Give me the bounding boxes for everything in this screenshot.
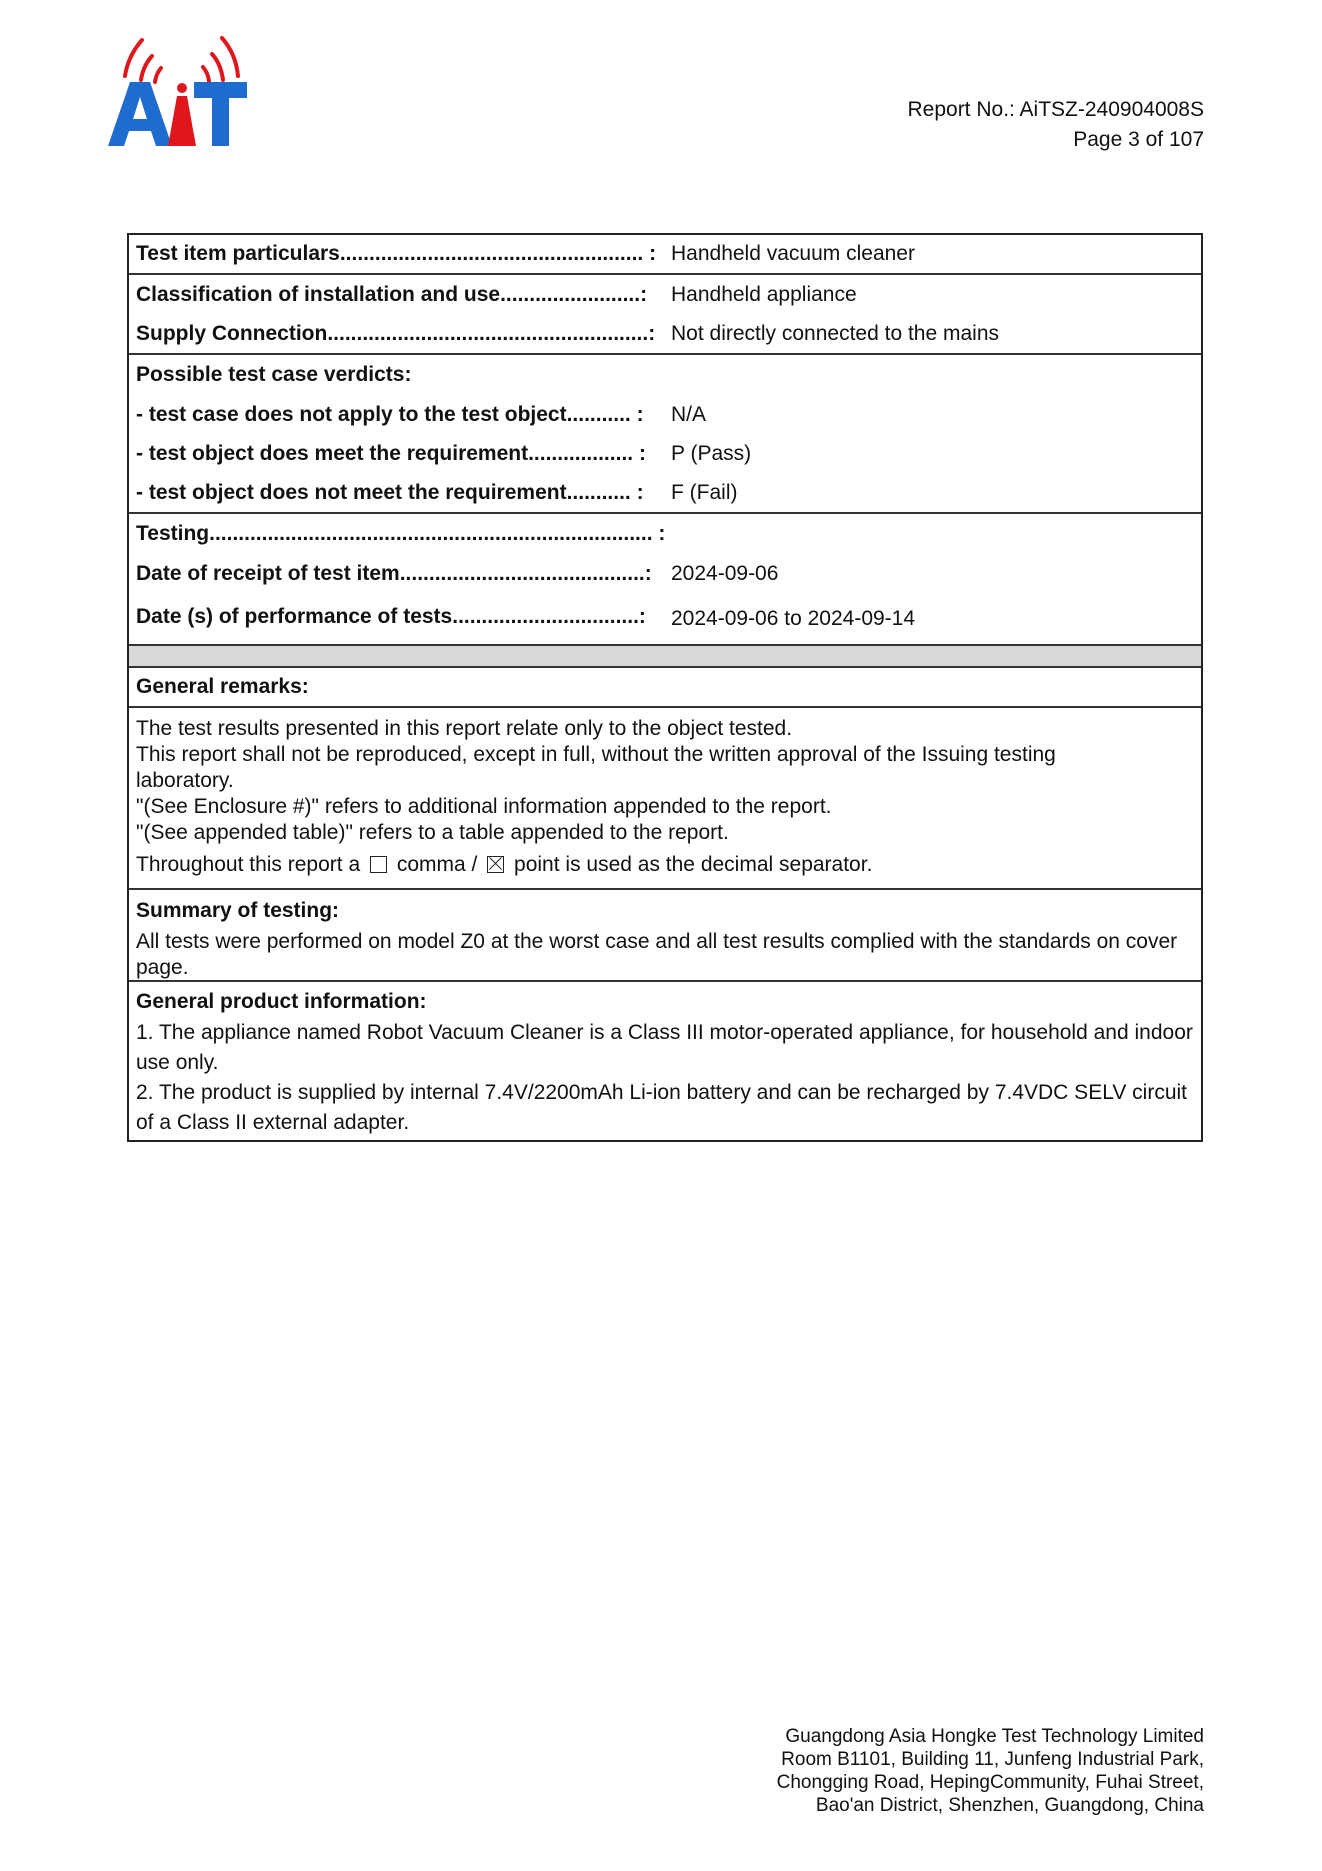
test-item-label: Test item particulars.................................................... : [136, 242, 657, 265]
performance-dates-label: Date (s) of performance of tests................................: [136, 605, 646, 628]
verdict-pass-label: - test object does meet the requirement.................. : [136, 441, 646, 465]
footer-line-4: Bao'an District, Shenzhen, Guangdong, China [815, 1795, 1204, 1816]
report-info-table [127, 233, 1203, 1142]
product-info-item-1: 1. The appliance named Robot Vacuum Cleaner is a Class III motor-operated appliance, for household and indoor use only. [136, 1021, 1193, 1074]
general-remarks-heading: General remarks: [136, 675, 309, 698]
test-item-value: Handheld vacuum cleaner [671, 242, 915, 265]
verdicts-heading: Possible test case verdicts: [136, 363, 412, 386]
footer-line-1: Guangdong Asia Hongke Test Technology Limited [785, 1726, 1204, 1747]
general-remarks-heading-section [129, 668, 1201, 708]
verdict-pass-value: P (Pass) [671, 441, 752, 465]
verdict-na-value: N/A [671, 402, 707, 426]
summary-heading: Summary of testing: [136, 899, 340, 922]
lab-address-footer [777, 1725, 1204, 1817]
footer-line-2: Room B1101, Building 11, Junfeng Industrial Park, [781, 1749, 1204, 1770]
verdict-na-label: - test case does not apply to the test object........... : [136, 402, 644, 426]
report-header [907, 95, 1204, 155]
product-info-item-2: 2. The product is supplied by internal 7.4V/2200mAh Li-ion battery and can be recharged by 7.4VDC SELV circuit of a Class II external adapter. [136, 1081, 1187, 1134]
receipt-date-value: 2024-09-06 [671, 562, 779, 585]
classification-value: Handheld appliance [671, 283, 857, 306]
summary-text: All tests were performed on model Z0 at the worst case and all test results complied with the standards on cover page. [136, 930, 1178, 979]
performance-dates-value: 2024-09-06 to 2024-09-14 [671, 607, 916, 630]
general-remarks-body [129, 708, 1201, 890]
remark-line-1: The test results presented in this report relate only to the object tested. [136, 717, 793, 740]
testing-heading: Testing............................................................................ : [136, 522, 666, 545]
product-info-heading: General product information: [136, 990, 427, 1013]
signal-waves-icon [104, 30, 249, 148]
ait-logo [104, 30, 249, 148]
footer-line-3: Chongging Road, HepingCommunity, Fuhai Street, [776, 1772, 1204, 1793]
page-number: Page 3 of 107 [1073, 128, 1204, 151]
product-info-section [129, 982, 1201, 1140]
verdict-fail-label: - test object does not meet the requirement........... : [136, 480, 644, 504]
verdicts-section [129, 355, 1201, 514]
receipt-date-label: Date of receipt of test item..........................................: [136, 562, 652, 585]
remark-line-3: "(See Enclosure #)" refers to additional information appended to the report. [136, 795, 832, 818]
decimal-separator-line [129, 852, 1201, 878]
testing-section [129, 514, 1201, 646]
decimal-prefix: Throughout this report a [136, 853, 361, 876]
classification-section [129, 275, 1201, 355]
supply-connection-label: Supply Connection.......................................................: [136, 322, 656, 345]
summary-section [129, 890, 1201, 982]
test-item-section [129, 235, 1201, 275]
comma-label: comma / [396, 853, 478, 876]
remark-line-2: This report shall not be reproduced, except in full, without the written approval of the Issuing testing laboratory. [136, 743, 1056, 792]
point-label: point is used as the decimal separator. [514, 853, 873, 876]
point-checkbox[interactable] [487, 856, 504, 873]
verdict-fail-value: F (Fail) [671, 480, 738, 504]
supply-connection-value: Not directly connected to the mains [671, 322, 1000, 345]
remark-line-4: "(See appended table)" refers to a table appended to the report. [136, 821, 729, 844]
comma-checkbox[interactable] [370, 856, 387, 873]
classification-label: Classification of installation and use........................: [136, 283, 648, 306]
report-number: Report No.: AiTSZ-240904008S [907, 98, 1204, 121]
gray-separator-band [129, 646, 1201, 668]
